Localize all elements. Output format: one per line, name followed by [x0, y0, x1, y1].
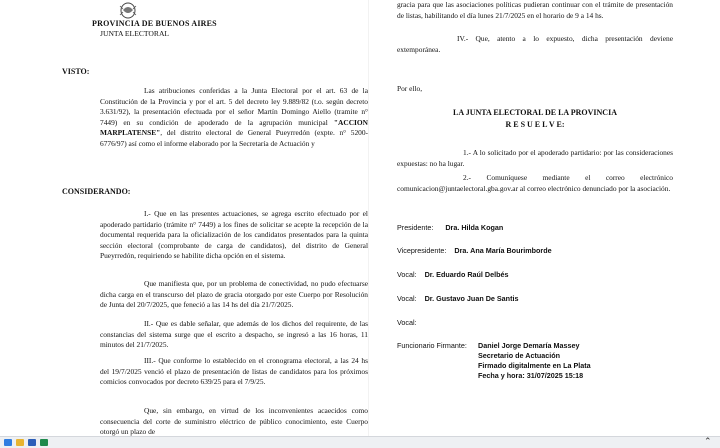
continuation-paragraph: gracia para que las asociaciones políticas pudieran continuar con el trámite de presentación de listas, habilitando el día lunes 21/7/2025 en el horario de 9 a 14 hs.: [397, 0, 673, 20]
agrupacion-name: "ACCION MARPLATENSE": [100, 117, 368, 138]
signature-row: [397, 223, 503, 233]
resolution-1: 1.- A lo solicitado por el apoderado partidario: por las consideraciones expuestas: no ha lugar.: [397, 148, 673, 168]
signature-role: Vocal:: [397, 318, 417, 327]
visto-heading: VISTO:: [62, 67, 90, 76]
resuelve-heading: R E S U E L V E:: [505, 120, 565, 129]
signature-row: [397, 294, 518, 304]
visto-paragraph: [100, 86, 368, 150]
firmante-label: Funcionario Firmante:: [397, 341, 467, 350]
signature-role: Vocal:: [397, 270, 417, 279]
signature-role: Vicepresidente:: [397, 246, 447, 255]
considerando-p3: II.- Que es dable señalar, que además de los dichos del requirente, de las constancias del sistema surge que el escrito a despacho, se ingresó a las 16 horas, 11 minutos del 21/7/2025.: [100, 319, 368, 350]
considerando-p-iv: IV.- Que, atento a lo expuesto, dicha presentación deviene extemporánea.: [397, 34, 673, 54]
folder-icon[interactable]: [16, 439, 24, 446]
considerando-p1: I.- Que en las presentes actuaciones, se agrega escrito efectuado por el apoderado partidario (trámite n° 7449) a los fines de solicitar se acepte la recepción de la documental requerida para la oficialización de los candidatos presentados para la quinta sección electoral (comprobante de carga de candidatos), del distrito de General Pueyrredón, requiriendo se habilite dicha opción en el sistema.: [100, 209, 368, 261]
signature-name: Dra. Ana María Bourimborde: [454, 246, 552, 255]
signature-name: Dr. Gustavo Juan De Santis: [424, 294, 519, 303]
signature-name: Dra. Hilda Kogan: [445, 223, 504, 232]
windows-icon[interactable]: [4, 439, 12, 446]
considerando-p5: Que, sin embargo, en virtud de los inconvenientes acaecidos como consecuencia del corte de suministro eléctrico de público conocimiento, este Cuerpo otorgó un plazo de: [100, 406, 368, 437]
signature-role: Presidente:: [397, 223, 434, 232]
visto-text-2: , del distrito electoral de General Pueyrredón (expte. n° 5200-6776/97) así como el informe elaborado por la Secretaría de Actuación y: [100, 128, 368, 148]
junta-title: LA JUNTA ELECTORAL DE LA PROVINCIA: [453, 108, 617, 117]
taskbar: [0, 436, 720, 448]
resolution-2: 2.- Comuníquese mediante el correo electrónico comunicacion@juntaelectoral.gba.gov.ar al correo electrónico denunciado por la asociación.: [397, 173, 673, 193]
considerando-heading: CONSIDERANDO:: [62, 187, 131, 196]
signature-row: [397, 318, 423, 328]
signature-row: [397, 270, 508, 280]
chevron-up-icon[interactable]: ⌃: [704, 437, 712, 447]
seal-icon: [117, 2, 139, 19]
por-ello: Por ello,: [397, 84, 423, 93]
excel-icon[interactable]: [40, 439, 48, 446]
firmante-name: Daniel Jorge Demaría Massey: [478, 341, 580, 350]
province-header: PROVINCIA DE BUENOS AIRES: [92, 19, 217, 28]
firmante-datetime: Fecha y hora: 31/07/2025 15:18: [478, 371, 584, 380]
visto-text: Las atribuciones conferidas a la Junta Electoral por el art. 63 de la Constitución de la Provincia y por el art. 5 del decreto ley 9.889/82 (t.o. según decreto 3.631/92), la presentación efectuada por el señor Martín Domingo Aiello (tramite n° 7449) en su condición de apoderado de la agrupación municipal: [100, 86, 368, 127]
firmante-location: Firmado digitalmente en La Plata: [478, 361, 591, 370]
signature-name: Dr. Eduardo Raúl Delbés: [424, 270, 509, 279]
page-divider: [368, 0, 369, 436]
word-icon[interactable]: [28, 439, 36, 446]
considerando-p4: III.- Que conforme lo establecido en el cronograma electoral, a las 24 hs del 19/7/2025 venció el plazo de presentación de listas de candidatos para los próximos comicios convocados por decreto 639/25 para el 7/9/25.: [100, 356, 368, 387]
signature-row: [397, 246, 552, 256]
office-header: JUNTA ELECTORAL: [100, 29, 170, 38]
signature-role: Vocal:: [397, 294, 417, 303]
considerando-p2: Que manifiesta que, por un problema de conectividad, no pudo efectuarse dicha carga en el transcurso del plazo de gracia otorgado por este Cuerpo por Resolución de Junta del 20/7/2025, que feneció a las 14 hs del día 21/7/2025.: [100, 279, 368, 310]
firmante-title: Secretario de Actuación: [478, 351, 561, 360]
